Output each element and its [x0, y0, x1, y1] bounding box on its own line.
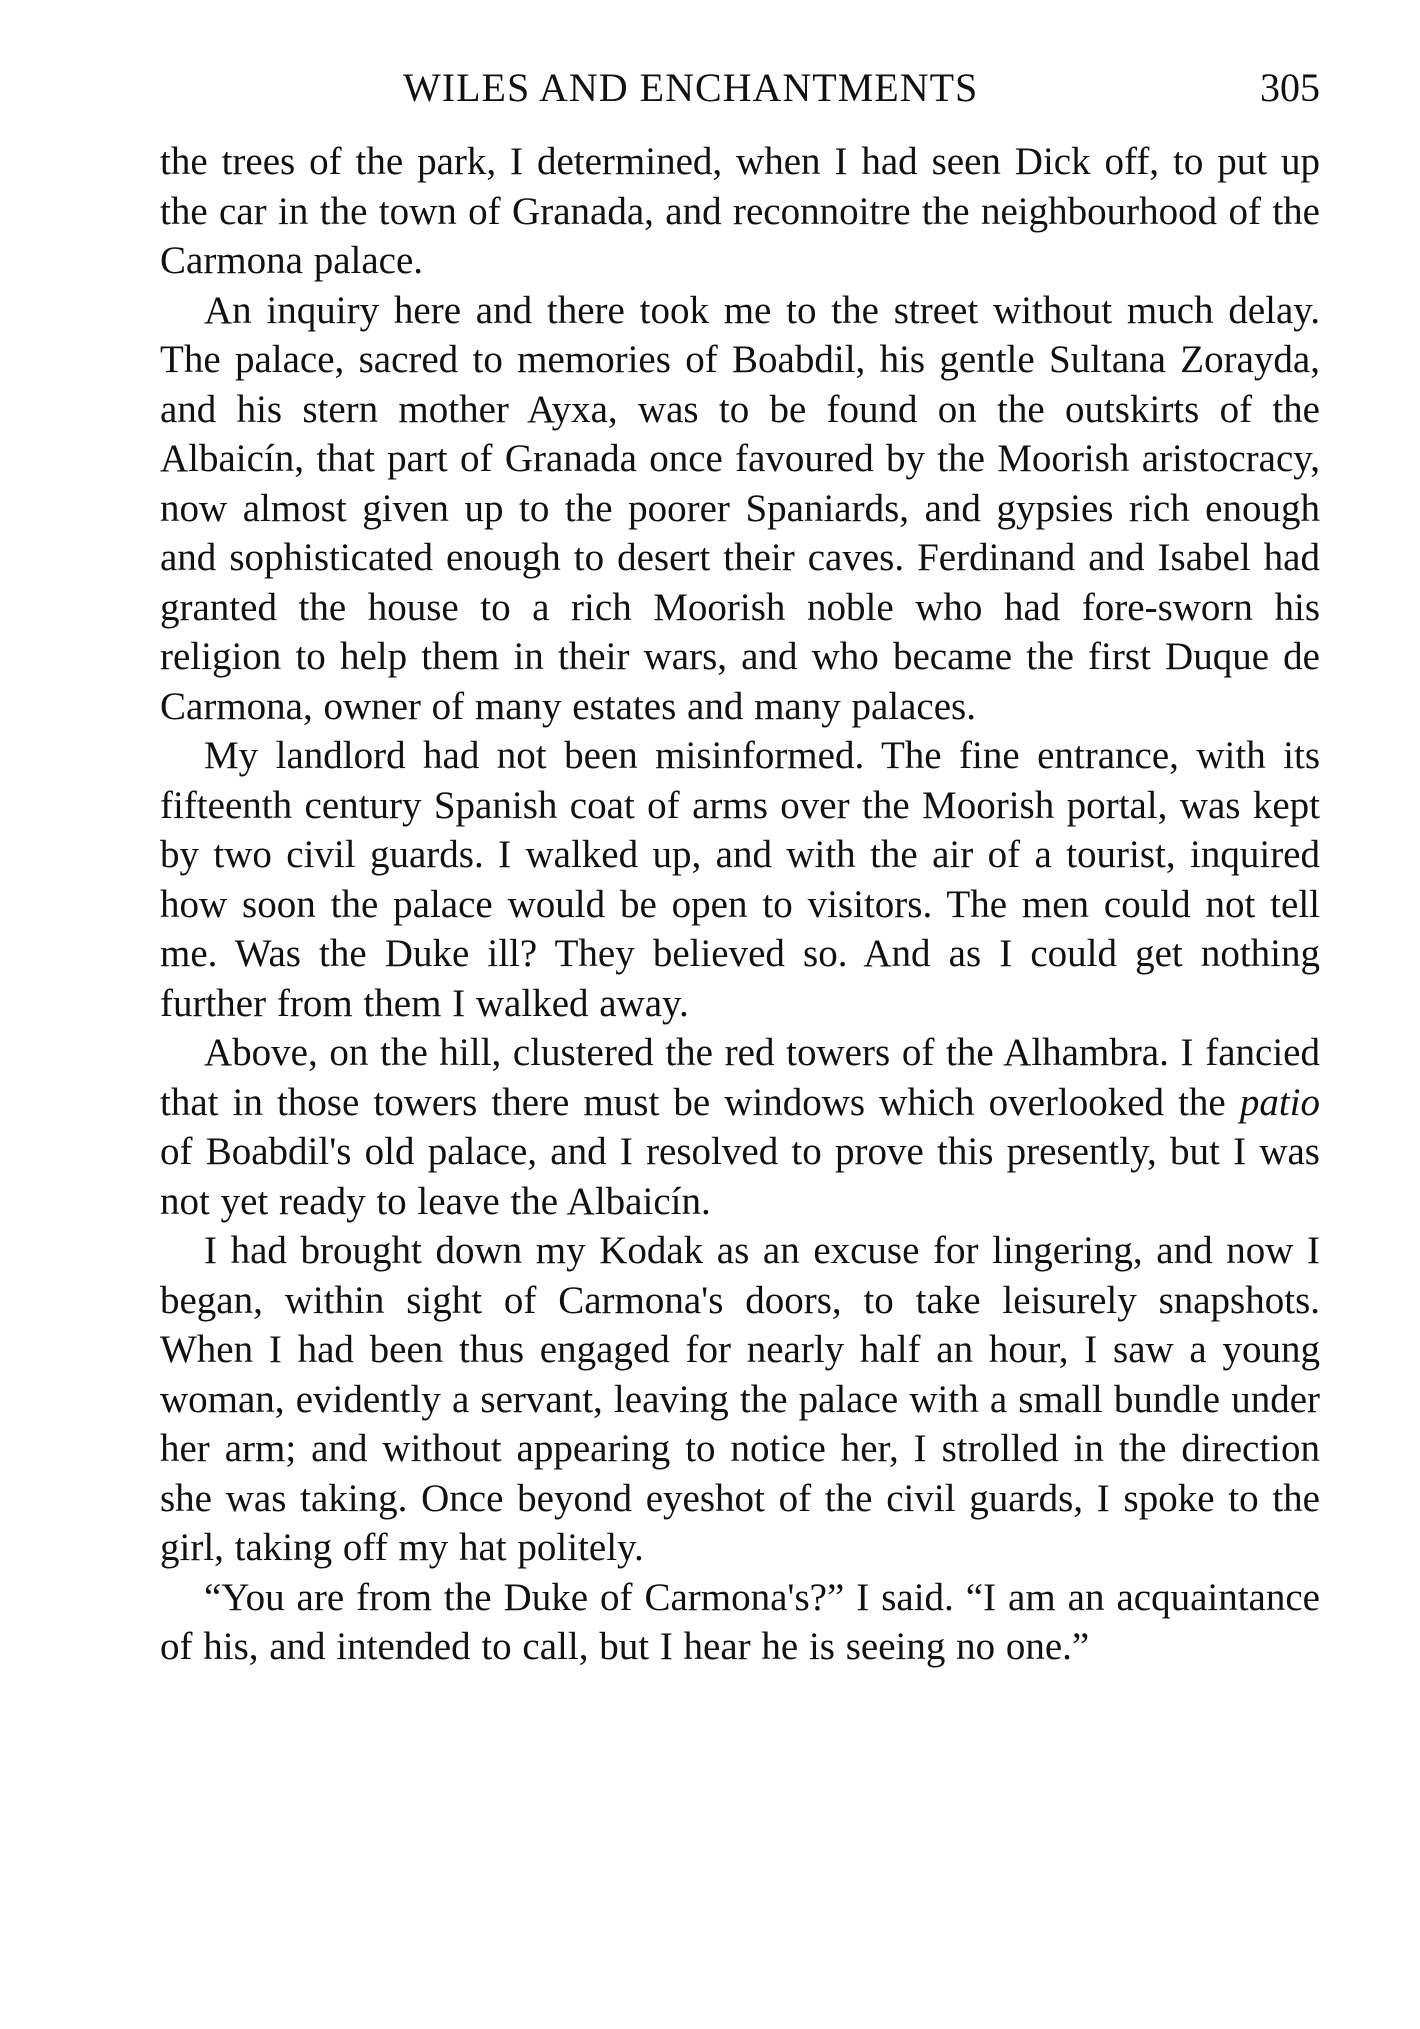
paragraph-alhambra — [160, 1028, 1320, 1226]
running-title: WILES AND ENCHANTMENTS — [403, 65, 979, 110]
paragraph-palace-history: An inquiry here and there took me to the street without much delay. The palace, sacred to memories of Boabdil, his gentle Sultana Zorayda, and his stern mother Ayxa, was to be found on the outskirts of the Albaicín, that part of Granada once favoured by the Moorish aristocracy, now almost given up to the poorer Spaniards, and gypsies rich enough and sophisticated enough to desert their caves. Ferdinand and Isabel had granted the house to a rich Moorish noble who had fore-sworn his religion to help them in their wars, and who became the first Duque de Carmona, owner of many estates and many palaces. — [160, 288, 1320, 728]
body-text — [160, 137, 1320, 1672]
italic-word-patio: patio — [1239, 1080, 1320, 1124]
paragraph-kodak: I had brought down my Kodak as an excuse for lingering, and now I began, within sight of Carmona's doors, to take leisurely snapshots. When I had been thus engaged for nearly half an hour, I saw a young woman, evidently a servant, leaving the palace with a small bundle under her arm; and without appearing to notice her, I strolled in the direction she was taking. Once beyond eyeshot of the civil guards, I spoke to the girl, taking off my hat politely. — [160, 1229, 1320, 1569]
paragraph-civil-guards: My landlord had not been misinformed. The fine entrance, with its fifteenth century Spanish coat of arms over the Moorish portal, was kept by two civil guards. I walked up, and with the air of a tourist, inquired how soon the palace would be open to visitors. The men could not tell me. Was the Duke ill? They believed so. And as I could get nothing further from them I walked away. — [160, 734, 1320, 1025]
running-head — [160, 58, 1320, 118]
paragraph-continued: the trees of the park, I determined, when I had seen Dick off, to put up the car in the town of Granada, and reconnoitre the neighbourhood of the Carmona palace. — [160, 140, 1320, 282]
paragraph-alhambra-text-after: of Boabdil's old palace, and I resolved to prove this presently, but I was not yet ready to leave the Albaicín. — [160, 1130, 1320, 1223]
page-number: 305 — [1260, 65, 1320, 110]
paragraph-dialogue: “You are from the Duke of Carmona's?” I said. “I am an acquaintance of his, and intended to call, but I hear he is seeing no one.” — [160, 1575, 1320, 1668]
paragraph-alhambra-text-before: Above, on the hill, clustered the red towers of the Alhambra. I fancied that in those towers there must be windows which overlooked the — [160, 1031, 1320, 1124]
